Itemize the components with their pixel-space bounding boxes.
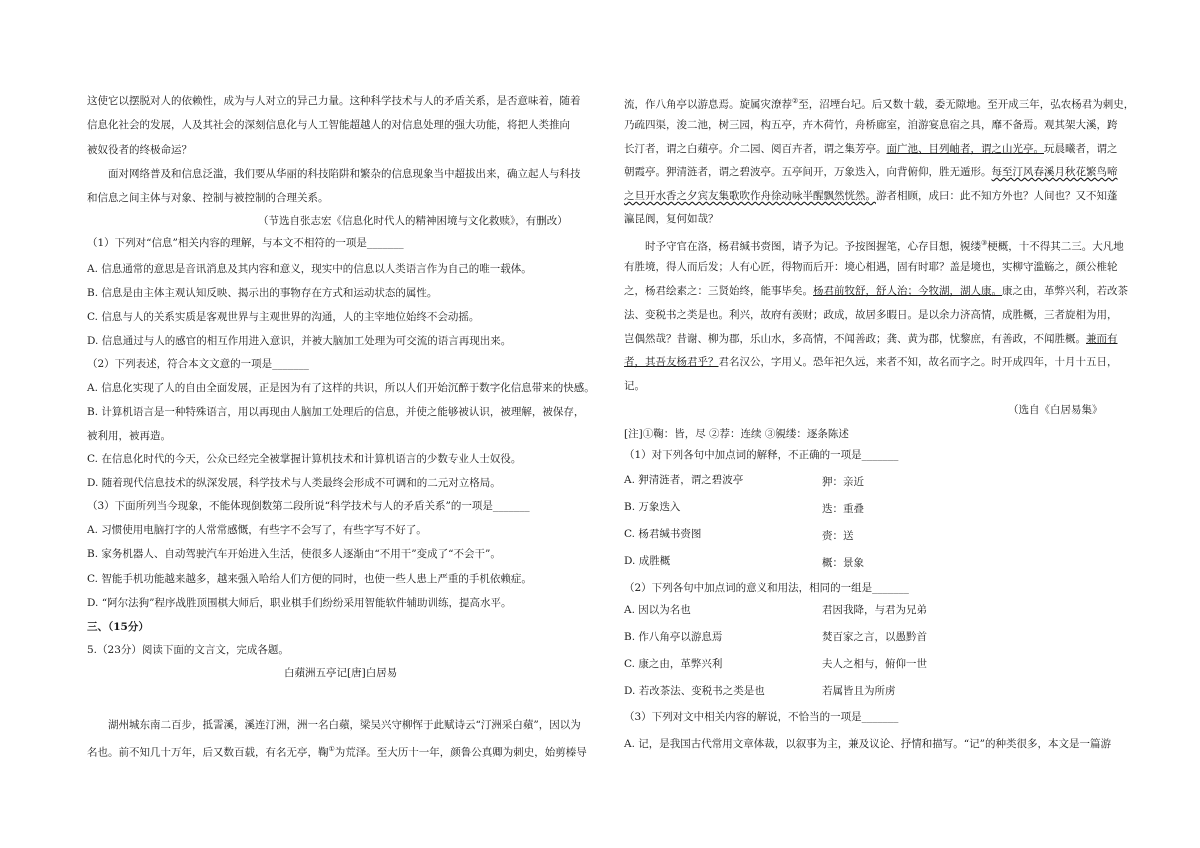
underlined-phrase: 者，其吾友杨君乎？ [624,356,719,368]
option-c-compare: 夫人之相与，俯仰一世 [822,658,927,670]
option-b-compare: 焚百家之言，以愚黔首 [822,631,927,643]
question-stem: （2）下列表述，符合本文文意的一项是_______ [87,358,309,370]
underlined-phrase: 兼而有 [1086,333,1118,345]
footnote-marker: ③ [981,239,988,247]
option-d-gloss: 概：景象 [822,557,864,569]
source-citation: （节选自张志宏《信息化时代人的精神困境与文化救赎》，有删改） [258,215,568,227]
option-c: C. 在信息化时代的今天，公众已经完全被掌握计算机技术和计算机语言的少数专业人士奴役。 [87,453,522,465]
text-line: 流，作八角亭以游息焉。旋属灾潦荐②至，沼堙台圮。后又数十载，委无隙地。至开成三年，弘农杨君为刺史， [624,97,1135,111]
footnote-marker: ② [792,97,799,105]
option-a-gloss: 狎：亲近 [822,476,864,488]
option-b: B. 信息是由主体主观认知反映、揭示出的事物存在方式和运动状态的属性。 [87,287,438,299]
option-c: C. 智能手机功能越来越多，越来强入哈给人们方便的同时，也使一些人患上严重的手机依赖症。 [87,573,532,585]
footnote-marker: ① [328,745,335,753]
option-b-gloss: 迭：重叠 [822,503,864,515]
option-a-compare: 君因我降，与君为兄弟 [822,604,927,616]
option-d: D. 成胜概 [624,555,671,567]
option-b: B. 万象迭入 [624,501,681,513]
question-stem: （2）下列各句中加点词的意义和用法，相同的一组是_______ [624,582,909,594]
question-stem: 5.（23分）阅读下面的文言文，完成各题。 [87,644,289,656]
option-d: D. 随着现代信息技术的纵深发展，科学技术与人类最终会形成不可调和的二元对立格局。 [87,477,501,489]
question-stem: （1）对下列各句中加点词的解释，不正确的一项是_______ [624,449,899,461]
wavy-underlined-phrase: 之旦开水香之夕宾友集歌吹作舟徐动咏半醒飘然恍然。 [624,190,876,202]
option-b: B. 作八角亭以游息焉 [624,631,723,643]
source-citation: （选自《白居易集》 [1008,404,1103,416]
text-line: 长汀者，谓之白蘋亭。介二园、阅百卉者，谓之集芳亭。面广池、目列岫者，谓之山光亭。玩晨曦者，谓之 [624,143,1118,155]
option-a: A. 因以为名也 [624,604,691,616]
text-line: 者，其吾友杨君乎？君名汉公，字用乂。恐年祀久远，来者不知，故名而字之。时开成四年，十月十五日， [624,356,1118,368]
option-c: C. 康之由，革弊兴利 [624,658,723,670]
question-stem: （1）下列对“信息”相关内容的理解，与本文不相符的一项是_______ [87,237,404,249]
option-c: C. 信息与人的关系实质是客观世界与主观世界的沟通，人的主宰地位始终不会动摇。 [87,311,480,323]
text-line: 和信息之间主体与对象、控制与被控制的合理关系。 [87,192,329,204]
option-a: A. 狎清涟者，谓之碧波亭 [624,474,744,486]
option-c-gloss: 赍：送 [822,530,854,542]
section-heading: 三、（15分） [87,621,149,633]
passage-title: 白蘋洲五亭记[唐]白居易 [284,667,398,679]
option-d: D. 若改茶法、变税书之类是也 [624,685,765,697]
text-line: 这使它以摆脱对人的依赖性，成为与人对立的异己力量。这种科学技术与人的矛盾关系，是否意味着，随着 [87,95,581,107]
text-line: 名也。前不知几十万年，后又数百载，有名无亭，鞠①为荒泽。至大历十一年，颜鲁公真卿为刺史，始剪榛导 [87,745,587,759]
question-stem: （3）下列对文中相关内容的解说，不恰当的一项是_______ [624,711,899,723]
text-line: 瀛昆阆，复何如哉？ [624,213,719,225]
text-line: 有胜境，得人而后发；人有心匠，得物而后开：境心相遇，固有时耶？盖是境也，实柳守滥觞之，颜公椎轮 [624,261,1118,273]
option-b: B. 计算机语言是一种特殊语言，用以再现由人脑加工处理后的信息，并使之能够被认识，被理解，被保存， [87,406,585,418]
text-line: 被奴役者的终极命运？ [87,144,192,156]
text-line: 时予守官在洛，杨君缄书赍图，请予为记。予按图握笔，心存目想，覙缕③梗概，十不得其二三。大凡地 [645,239,1124,253]
option-b: B. 家务机器人、自动驾驶汽车开始进入生活，使很多人逐渐由“不用干”变成了“不会干”。 [87,548,501,560]
text-line: 朝霞亭。狎清涟者，谓之碧波亭。五亭间开，万象迭入，向背俯仰，胜无遁形。每至汀风春溪月秋花繁鸟啼 [624,166,1118,178]
option-b-cont: 被利用，被再造。 [87,430,171,442]
underlined-phrase: 面广池、目列岫者，谓之山光亭。 [886,143,1044,155]
option-a: A. 习惯使用电脑打字的人常常感慨，有些字不会写了，有些字写不好了。 [87,524,427,536]
text-line: 面对网络普及和信息泛滥，我们要从华丽的科技陷阱和繁杂的信息现象当中超拔出来，确立起人与科技 [108,168,581,180]
text-line: 湖州城东南二百步，抵霅溪，溪连汀洲，洲一名白蘋，梁吴兴守柳恽于此赋诗云“汀洲采白蘋”，因以为 [108,719,581,731]
option-a: A. 记，是我国古代常用文章体裁，以叙事为主，兼及议论、抒情和描写。“记”的种类很多，本文是一篇游 [624,738,1111,750]
right-column [600,0,1200,848]
wavy-underlined-phrase: 每至汀风春溪月秋花繁鸟啼 [991,166,1118,178]
footnote: [注]①鞠：皆，尽 ②荐：连续 ③覙缕：逐条陈述 [624,428,849,440]
option-a: A. 信息通常的意思是音讯消息及其内容和意义，现实中的信息以人类语言作为自己的唯一载体。 [87,263,532,275]
text-line: 乃疏四渠，浚二池，树三园，构五亭，卉木荷竹，舟桥廊室，洎游宴息宿之具，靡不备焉。观其架大溪，跨 [624,119,1118,131]
text-line: 之，杨君绘素之：三贤始终，能事毕矣。杨君前牧舒，舒人治；今牧湖，湖人康。康之由，革弊兴利，若改茶 [624,285,1128,297]
text-line: 之旦开水香之夕宾友集歌吹作舟徐动咏半醒飘然恍然。游者相顾，成曰：此不知方外也？人间也？又不知蓬 [624,190,1118,202]
question-stem: （3）下面所列当今现象，不能体现倒数第二段所说“科学技术与人的矛盾关系”的一项是_______ [87,500,530,512]
text-line: 法、变税书之类是也。利兴，故府有羡财；政成，故居多暇日。是以余力济高情，成胜概，三者旋相为用， [624,309,1118,321]
underlined-phrase: 杨君前牧舒，舒人治；今牧湖，湖人康。 [813,285,1002,297]
option-d: D. 信息通过与人的感官的相互作用进入意识，并被大脑加工处理为可交流的语言再现出来。 [87,335,512,347]
option-c: C. 杨君缄书赍图 [624,528,702,540]
option-d-compare: 若属皆且为所虏 [822,685,896,697]
text-line: 记。 [624,380,645,392]
text-line: 岂偶然哉？昔谢、柳为郡，乐山水，多高情，不闻善政；龚、黄为郡，忧黎庶，有善政，不闻胜概。兼而有 [624,333,1118,345]
text-line: 信息化社会的发展，人及其社会的深刻信息化与人工智能超越人的对信息处理的强大功能，将把人类推向 [87,119,570,131]
option-d: D. “阿尔法狗”程序战胜顶围棋大师后，职业棋手们纷纷采用智能软件辅助训练，提高水平。 [87,597,512,609]
option-a: A. 信息化实现了人的自由全面发展，正是因为有了这样的共识，所以人们开始沉醉于数字化信息带来的快感。 [87,382,595,394]
